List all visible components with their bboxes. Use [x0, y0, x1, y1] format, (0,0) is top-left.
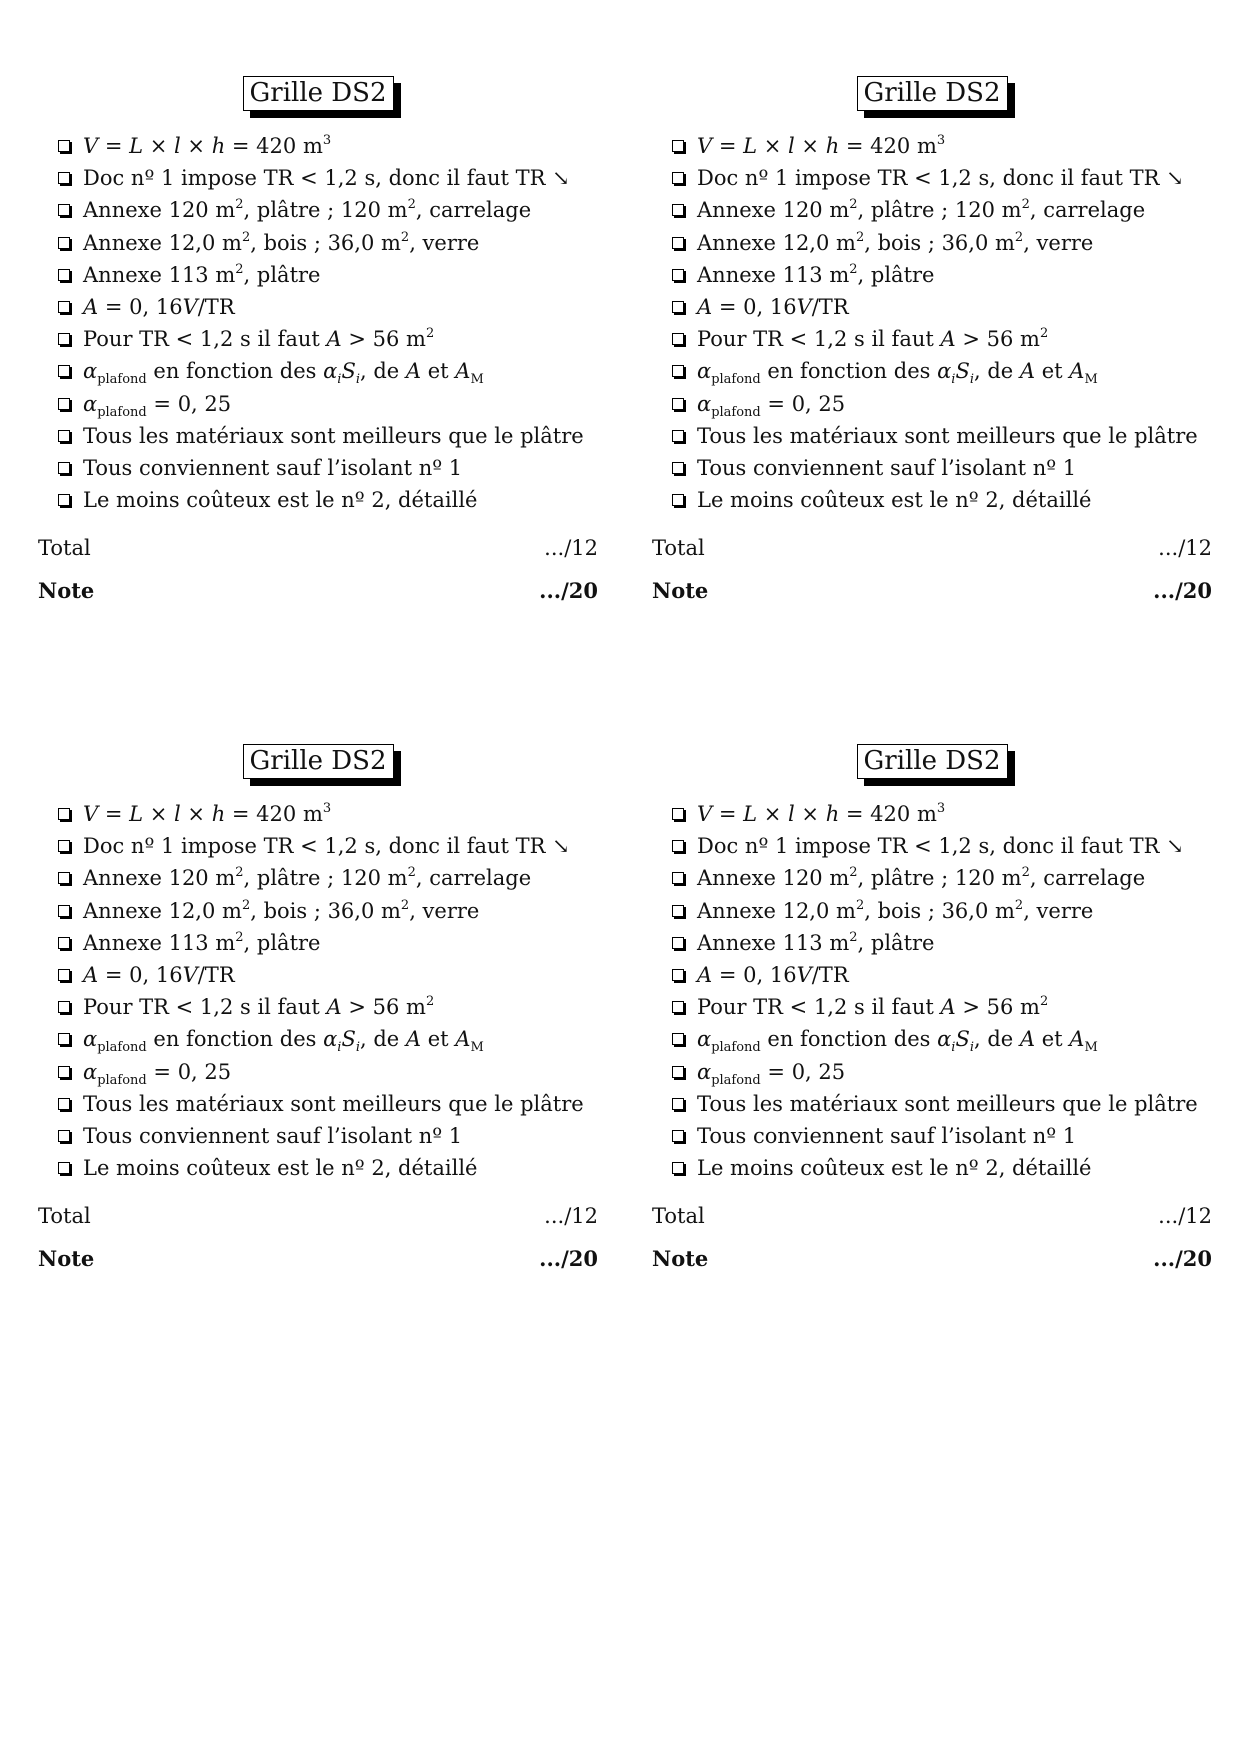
note-value: .../20	[1153, 578, 1212, 604]
criterion-formula-a: A = 0, 16V/TR	[672, 291, 1212, 323]
checkbox-icon[interactable]	[58, 237, 70, 249]
criterion-alpha-fonction: $\alpha_{plafond}$ en fonction des $\alpha_iS_i$, de A et $A_M$	[672, 1023, 1212, 1055]
checkbox-icon[interactable]	[58, 1066, 70, 1078]
checkbox-icon[interactable]	[672, 905, 684, 917]
grid-title: Grille DS2	[243, 744, 394, 779]
checkbox-icon[interactable]	[672, 140, 684, 152]
checkbox-icon[interactable]	[672, 462, 684, 474]
checkbox-icon[interactable]	[672, 969, 684, 981]
checkbox-icon[interactable]	[672, 1098, 684, 1110]
checkbox-icon[interactable]	[58, 1001, 70, 1013]
criterion-alpha-value: $\alpha_{plafond} = 0$, 25	[672, 1056, 1212, 1088]
total-value: .../12	[544, 1204, 598, 1229]
criterion-conviennent: Tous conviennent sauf l’isolant nº 1	[672, 1120, 1212, 1152]
grid-title-wrap	[652, 744, 1212, 788]
note-row	[652, 1246, 1212, 1271]
total-label: Total	[38, 536, 91, 561]
criterion-annexe-2: Annexe 12,0 $m^2$, bois ; 36,0 $m^2$, verre	[672, 227, 1212, 259]
criterion-volume: V = L × l × h = 420 $m^3$	[672, 798, 1212, 830]
total-label: Total	[38, 1204, 91, 1229]
criterion-doc: Doc nº 1 impose TR < 1,2 s, donc il faut TR ↘	[672, 162, 1212, 194]
criteria-list	[38, 798, 598, 1184]
criterion-pour-tr: Pour TR < 1,2 s il faut A > 56 $m^2$	[672, 323, 1212, 355]
grid-title-wrap	[38, 744, 598, 788]
checkbox-icon[interactable]	[58, 398, 70, 410]
criterion-doc: Doc nº 1 impose TR < 1,2 s, donc il faut TR ↘	[58, 162, 598, 194]
checkbox-icon[interactable]	[672, 1162, 684, 1174]
criterion-annexe-1: Annexe 120 $m^2$, plâtre ; 120 $m^2$, carrelage	[672, 862, 1212, 894]
total-label: Total	[652, 1204, 705, 1229]
criterion-annexe-1: Annexe 120 $m^2$, plâtre ; 120 $m^2$, carrelage	[672, 194, 1212, 226]
checkbox-icon[interactable]	[672, 937, 684, 949]
checkbox-icon[interactable]	[58, 808, 70, 820]
checkbox-icon[interactable]	[58, 301, 70, 313]
checkbox-icon[interactable]	[672, 172, 684, 184]
criterion-alpha-fonction: $\alpha_{plafond}$ en fonction des $\alpha_iS_i$, de A et $A_M$	[58, 1023, 598, 1055]
criterion-cout: Le moins coûteux est le nº 2, détaillé	[672, 1152, 1212, 1184]
checkbox-icon[interactable]	[672, 237, 684, 249]
criterion-cout: Le moins coûteux est le nº 2, détaillé	[58, 484, 598, 516]
criterion-alpha-value: $\alpha_{plafond} = 0$, 25	[58, 1056, 598, 1088]
note-value: .../20	[539, 1246, 598, 1272]
criterion-cout: Le moins coûteux est le nº 2, détaillé	[672, 484, 1212, 516]
checkbox-icon[interactable]	[58, 494, 70, 506]
checkbox-icon[interactable]	[672, 301, 684, 313]
criterion-pour-tr: Pour TR < 1,2 s il faut A > 56 $m^2$	[58, 323, 598, 355]
note-label: Note	[38, 1246, 95, 1272]
criteria-list	[38, 130, 598, 516]
criterion-annexe-3: Annexe 113 $m^2$, plâtre	[672, 259, 1212, 291]
total-value: .../12	[544, 536, 598, 561]
checkbox-icon[interactable]	[672, 1130, 684, 1142]
checkbox-icon[interactable]	[672, 333, 684, 345]
note-label: Note	[38, 578, 95, 604]
checkbox-icon[interactable]	[672, 494, 684, 506]
note-row	[652, 578, 1212, 603]
criterion-alpha-fonction: $\alpha_{plafond}$ en fonction des $\alpha_iS_i$, de A et $A_M$	[672, 355, 1212, 387]
grid-card-top-left	[38, 76, 598, 603]
criterion-conviennent: Tous conviennent sauf l’isolant nº 1	[58, 1120, 598, 1152]
note-label: Note	[652, 1246, 709, 1272]
criterion-cout: Le moins coûteux est le nº 2, détaillé	[58, 1152, 598, 1184]
criteria-list	[652, 798, 1212, 1184]
criterion-materials: Tous les matériaux sont meilleurs que le plâtre	[672, 1088, 1212, 1120]
criterion-annexe-3: Annexe 113 $m^2$, plâtre	[672, 927, 1212, 959]
checkbox-icon[interactable]	[672, 872, 684, 884]
checkbox-icon[interactable]	[672, 1033, 684, 1045]
grid-title-wrap	[38, 76, 598, 120]
checkbox-icon[interactable]	[672, 269, 684, 281]
total-value: .../12	[1158, 536, 1212, 561]
grid-card-bottom-left	[38, 744, 598, 1271]
note-value: .../20	[1153, 1246, 1212, 1272]
checkbox-icon[interactable]	[58, 969, 70, 981]
note-label: Note	[652, 578, 709, 604]
checkbox-icon[interactable]	[58, 462, 70, 474]
criterion-annexe-2: Annexe 12,0 $m^2$, bois ; 36,0 $m^2$, verre	[672, 895, 1212, 927]
criterion-materials: Tous les matériaux sont meilleurs que le plâtre	[58, 420, 598, 452]
criterion-pour-tr: Pour TR < 1,2 s il faut A > 56 $m^2$	[672, 991, 1212, 1023]
note-value: .../20	[539, 578, 598, 604]
criterion-doc: Doc nº 1 impose TR < 1,2 s, donc il faut TR ↘	[58, 830, 598, 862]
checkbox-icon[interactable]	[672, 204, 684, 216]
total-label: Total	[652, 536, 705, 561]
criterion-volume: V = L × l × h = 420 $m^3$	[58, 130, 598, 162]
checkbox-icon[interactable]	[672, 398, 684, 410]
checkbox-icon[interactable]	[58, 1098, 70, 1110]
grid-title: Grille DS2	[857, 76, 1008, 111]
criterion-formula-a: A = 0, 16V/TR	[58, 291, 598, 323]
total-row	[652, 1204, 1212, 1228]
checkbox-icon[interactable]	[672, 365, 684, 377]
note-row	[38, 578, 598, 603]
criterion-pour-tr: Pour TR < 1,2 s il faut A > 56 $m^2$	[58, 991, 598, 1023]
checkbox-icon[interactable]	[58, 1033, 70, 1045]
criterion-materials: Tous les matériaux sont meilleurs que le plâtre	[58, 1088, 598, 1120]
criterion-volume: V = L × l × h = 420 $m^3$	[672, 130, 1212, 162]
criterion-annexe-1: Annexe 120 $m^2$, plâtre ; 120 $m^2$, carrelage	[58, 862, 598, 894]
checkbox-icon[interactable]	[58, 140, 70, 152]
checkbox-icon[interactable]	[58, 937, 70, 949]
grid-card-bottom-right	[652, 744, 1212, 1271]
grid-card-top-right	[652, 76, 1212, 603]
checkbox-icon[interactable]	[58, 1162, 70, 1174]
checkbox-icon[interactable]	[58, 204, 70, 216]
total-value: .../12	[1158, 1204, 1212, 1229]
checkbox-icon[interactable]	[58, 172, 70, 184]
criterion-volume: V = L × l × h = 420 $m^3$	[58, 798, 598, 830]
total-row	[652, 536, 1212, 560]
criterion-materials: Tous les matériaux sont meilleurs que le plâtre	[672, 420, 1212, 452]
criterion-alpha-value: $\alpha_{plafond} = 0$, 25	[672, 388, 1212, 420]
criterion-annexe-3: Annexe 113 $m^2$, plâtre	[58, 927, 598, 959]
checkbox-icon[interactable]	[672, 1001, 684, 1013]
grid-title: Grille DS2	[857, 744, 1008, 779]
checkbox-icon[interactable]	[58, 365, 70, 377]
criterion-annexe-2: Annexe 12,0 $m^2$, bois ; 36,0 $m^2$, verre	[58, 895, 598, 927]
grid-title: Grille DS2	[243, 76, 394, 111]
grid-title-wrap	[652, 76, 1212, 120]
checkbox-icon[interactable]	[58, 1130, 70, 1142]
criterion-annexe-3: Annexe 113 $m^2$, plâtre	[58, 259, 598, 291]
criterion-alpha-value: $\alpha_{plafond} = 0$, 25	[58, 388, 598, 420]
checkbox-icon[interactable]	[58, 333, 70, 345]
criterion-doc: Doc nº 1 impose TR < 1,2 s, donc il faut TR ↘	[672, 830, 1212, 862]
criterion-alpha-fonction: $\alpha_{plafond}$ en fonction des $\alpha_iS_i$, de A et $A_M$	[58, 355, 598, 387]
checkbox-icon[interactable]	[672, 1066, 684, 1078]
criterion-annexe-1: Annexe 120 $m^2$, plâtre ; 120 $m^2$, carrelage	[58, 194, 598, 226]
checkbox-icon[interactable]	[58, 430, 70, 442]
checkbox-icon[interactable]	[672, 840, 684, 852]
criterion-annexe-2: Annexe 12,0 $m^2$, bois ; 36,0 $m^2$, verre	[58, 227, 598, 259]
criterion-formula-a: A = 0, 16V/TR	[672, 959, 1212, 991]
checkbox-icon[interactable]	[58, 872, 70, 884]
criterion-conviennent: Tous conviennent sauf l’isolant nº 1	[58, 452, 598, 484]
checkbox-icon[interactable]	[58, 840, 70, 852]
checkbox-icon[interactable]	[58, 905, 70, 917]
checkbox-icon[interactable]	[672, 808, 684, 820]
checkbox-icon[interactable]	[58, 269, 70, 281]
criteria-list	[652, 130, 1212, 516]
note-row	[38, 1246, 598, 1271]
criterion-formula-a: A = 0, 16V/TR	[58, 959, 598, 991]
total-row	[38, 536, 598, 560]
criterion-conviennent: Tous conviennent sauf l’isolant nº 1	[672, 452, 1212, 484]
checkbox-icon[interactable]	[672, 430, 684, 442]
total-row	[38, 1204, 598, 1228]
